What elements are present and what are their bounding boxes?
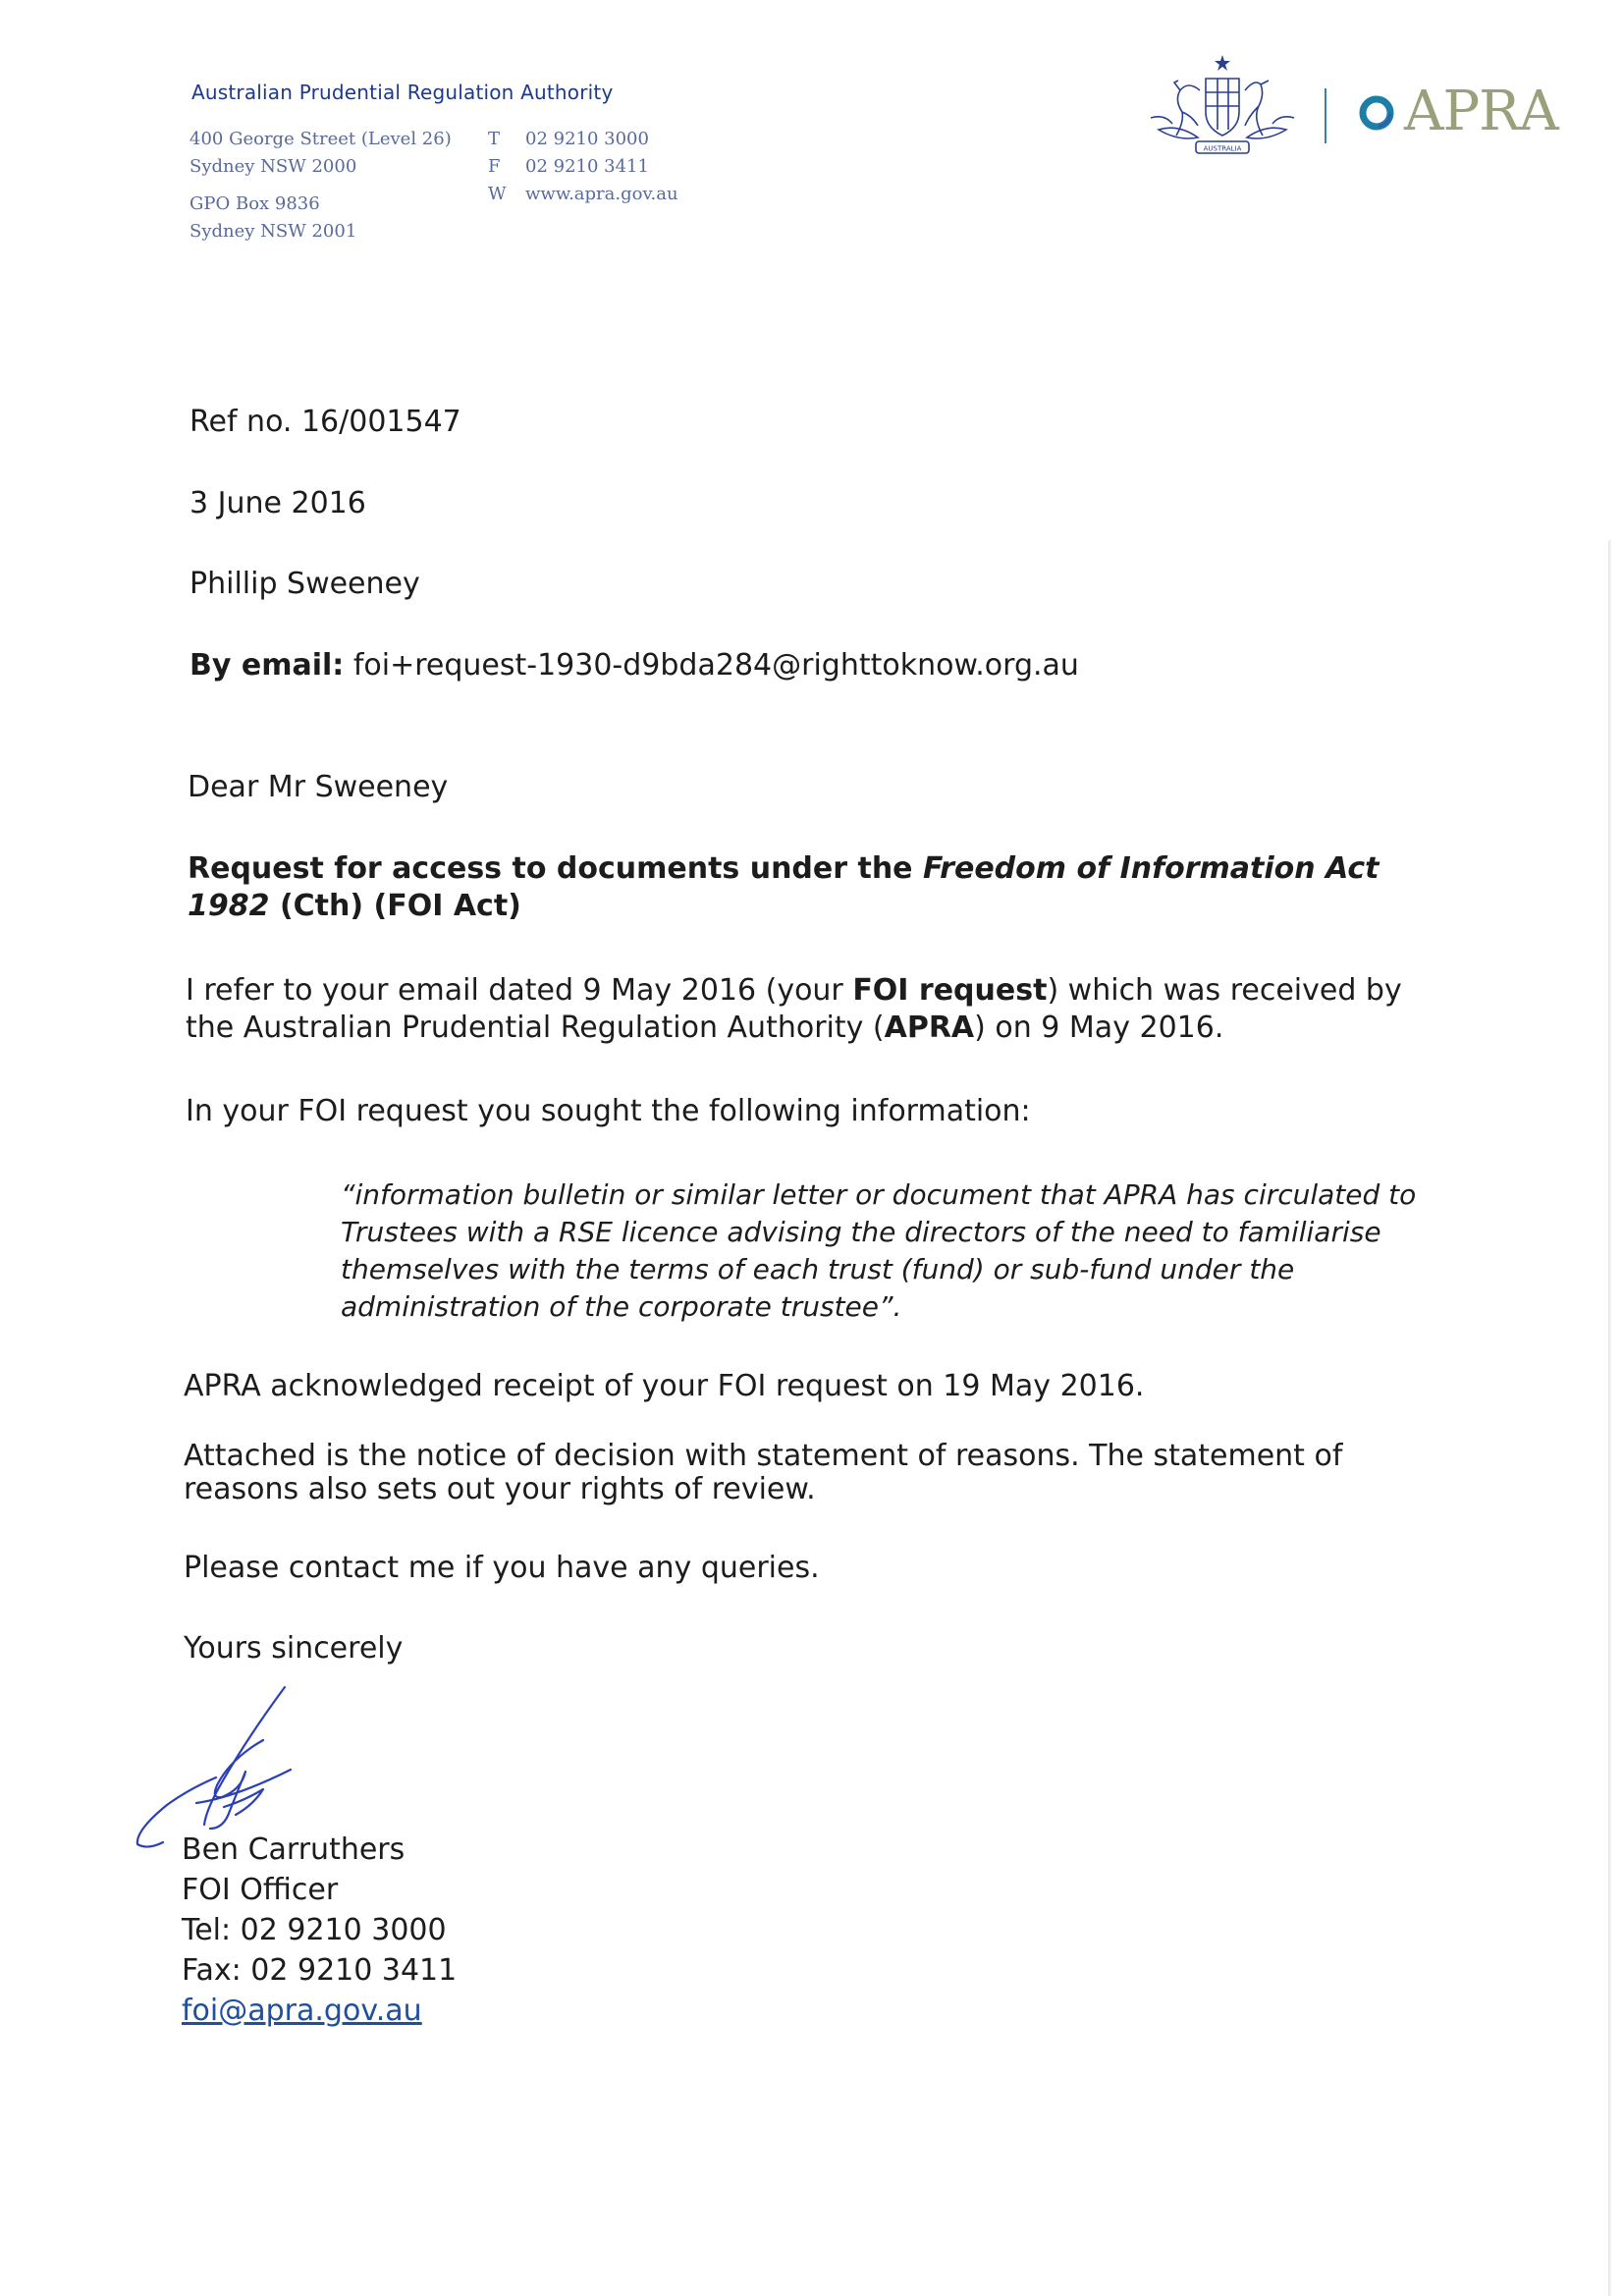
signature-block xyxy=(182,1830,457,2031)
city-line: Sydney NSW 2000 xyxy=(189,156,357,177)
recipient-email-line xyxy=(189,647,1079,684)
subject-heading xyxy=(188,850,1434,925)
crest-scroll-text: AUSTRALIA xyxy=(1203,144,1242,153)
apra-ring-icon xyxy=(1357,92,1396,132)
signatory-title: FOI Officer xyxy=(182,1873,339,1907)
phone-row xyxy=(488,126,678,153)
refer-text-2: ) which was received by the Australian Prudential Regulation Authority ( xyxy=(186,973,1402,1045)
refer-text-1: I refer to your email dated 9 May 2016 (your xyxy=(186,973,853,1008)
web-row xyxy=(488,181,678,208)
signatory-fax: Fax: 02 9210 3411 xyxy=(182,1953,458,1988)
street-address xyxy=(189,126,452,181)
subject-prefix: Request for access to documents under the xyxy=(188,851,923,886)
letter-date: 3 June 2016 xyxy=(189,486,366,520)
apra-wordmark: APRA xyxy=(1404,80,1558,143)
salutation: Dear Mr Sweeney xyxy=(188,770,449,804)
email-label: By email: xyxy=(189,648,345,683)
organisation-name: Australian Prudential Regulation Authority xyxy=(191,81,614,104)
signatory-email-link[interactable]: foi@apra.gov.au xyxy=(182,1994,422,2028)
signatory-phone: Tel: 02 9210 3000 xyxy=(182,1913,447,1947)
signatory-name: Ben Carruthers xyxy=(182,1832,406,1867)
foi-request-term: FOI request xyxy=(852,973,1048,1008)
website[interactable]: www.apra.gov.au xyxy=(525,184,678,204)
fax-number: 02 9210 3411 xyxy=(525,156,649,177)
fax-label: F xyxy=(488,156,501,177)
reference-paragraph xyxy=(186,972,1442,1047)
reference-number: Ref no. 16/001547 xyxy=(189,405,461,439)
request-quote: “information bulletin or similar letter or document that APRA has circulated to Trustees with a RSE licence advising the directors of the need to familiarise themselves with the terms of each trust (fund) or sub-fund under the administration of the corporate trustee”. xyxy=(341,1178,1417,1323)
phone-label: T xyxy=(488,129,501,149)
fax-row xyxy=(488,153,678,181)
acknowledgement-paragraph: APRA acknowledged receipt of your FOI request on 19 May 2016. xyxy=(184,1369,1145,1403)
contact-details xyxy=(488,126,678,208)
sought-paragraph: In your FOI request you sought the following information: xyxy=(186,1094,1031,1128)
subject-suffix: (Cth) (FOI Act) xyxy=(269,889,521,923)
refer-text-3: ) on 9 May 2016. xyxy=(974,1011,1224,1045)
apra-term: APRA xyxy=(884,1011,975,1045)
postal-address xyxy=(189,191,356,246)
street-line: 400 George Street (Level 26) xyxy=(189,129,452,149)
phone-number: 02 9210 3000 xyxy=(525,129,649,149)
apra-logo xyxy=(1357,80,1558,143)
scan-edge-shadow xyxy=(1608,540,1611,2296)
recipient-name: Phillip Sweeney xyxy=(189,567,420,601)
postal-city-line: Sydney NSW 2001 xyxy=(189,221,357,242)
po-box-line: GPO Box 9836 xyxy=(189,193,320,214)
closing: Yours sincerely xyxy=(184,1631,404,1666)
logo-divider xyxy=(1325,88,1326,143)
contact-paragraph: Please contact me if you have any queries. xyxy=(184,1551,820,1585)
web-label: W xyxy=(488,184,507,204)
attachment-paragraph: Attached is the notice of decision with statement of reasons. The statement of reasons also sets out your rights of review. xyxy=(184,1439,1343,1506)
coat-of-arms-icon xyxy=(1139,51,1306,169)
recipient-email: foi+request-1930-d9bda284@righttoknow.org.au xyxy=(352,648,1079,683)
act-title: Freedom of Information Act 1982 xyxy=(188,851,1380,923)
